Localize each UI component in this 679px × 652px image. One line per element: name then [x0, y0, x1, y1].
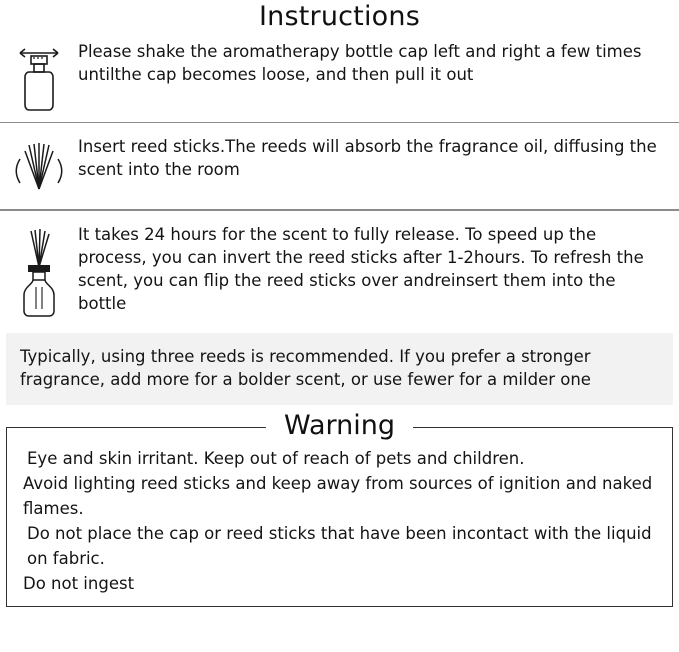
instruction-step-text: It takes 24 hours for the scent to fully release. To speed up the process, you can invert the reed sticks after 1-2hours. To refresh the scent, you can flip the reed sticks over andreinsert them into the bottle [78, 225, 644, 313]
instruction-step [0, 123, 679, 210]
instruction-step-text: Please shake the aromatherapy bottle cap left and right a few times untilthe cap becomes loose, and then pull it out [78, 42, 642, 84]
instruction-steps [0, 34, 679, 327]
warning-list [23, 446, 656, 596]
warning-title-text: Warning [266, 410, 413, 441]
warning-item: Do not place the cap or reed sticks that have been incontact with the liquid on fabric. [27, 524, 652, 568]
diffuser-bottle-icon [0, 223, 78, 319]
instruction-step [0, 34, 679, 123]
warning-section [6, 410, 673, 607]
instruction-step-text: Insert reed sticks.The reeds will absorb the fragrance oil, diffusing the scent into the room [78, 137, 657, 179]
bottle-shake-icon [0, 40, 78, 112]
warning-item: Avoid lighting reed sticks and keep away from sources of ignition and naked flames. [23, 474, 653, 518]
warning-title [7, 409, 672, 443]
page-title: Instructions [259, 1, 420, 32]
warning-item: Do not ingest [23, 574, 135, 593]
warning-item: Eye and skin irritant. Keep out of reach of pets and children. [27, 449, 525, 468]
recommendation-note: Typically, using three reeds is recommended. If you prefer a stronger fragrance, add more for a bolder scent, or use fewer for a milder one [6, 333, 673, 405]
reed-sticks-icon [0, 135, 78, 195]
instruction-step [0, 211, 679, 327]
